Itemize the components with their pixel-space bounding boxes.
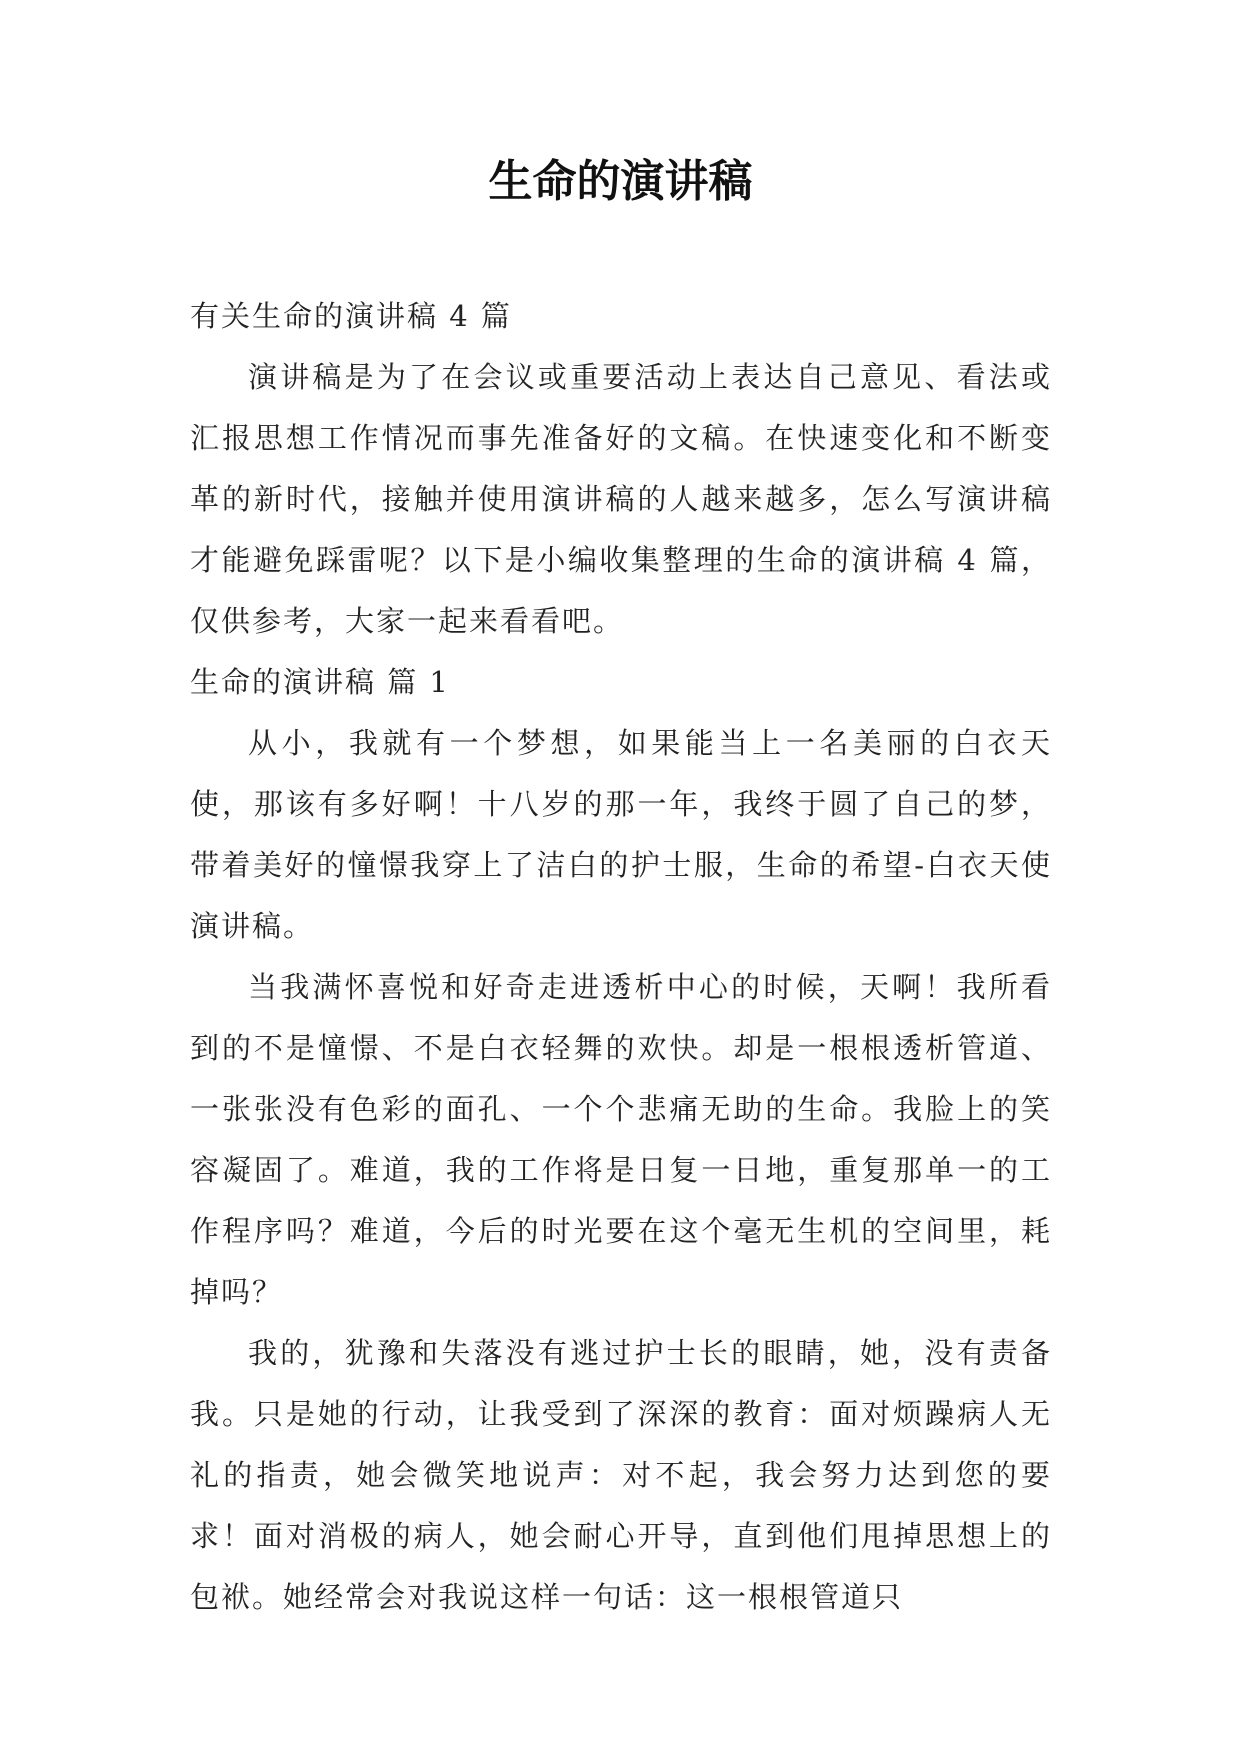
- body-paragraph-1: 从小，我就有一个梦想，如果能当上一名美丽的白衣天使，那该有多好啊！十八岁的那一年，我终于圆了自己的梦，带着美好的憧憬我穿上了洁白的护士服，生命的希望-白衣天使演讲稿。: [190, 726, 1052, 943]
- body-paragraph-3: 我的，犹豫和失落没有逃过护士长的眼睛，她，没有责备我。只是她的行动，让我受到了深深的教育：面对烦躁病人无礼的指责，她会微笑地说声：对不起，我会努力达到您的要求！面对消极的病人，她会耐心开导，直到他们甩掉思想上的包袱。她经常会对我说这样一句话：这一根根管道只: [190, 1336, 1052, 1614]
- body-paragraph-2: 当我满怀喜悦和好奇走进透析中心的时候，天啊！我所看到的不是憧憬、不是白衣轻舞的欢快。却是一根根透析管道、一张张没有色彩的面孔、一个个悲痛无助的生命。我脸上的笑容凝固了。难道，我的工作将是日复一日地，重复那单一的工作程序吗？难道，今后的时光要在这个毫无生机的空间里，耗掉吗？: [190, 970, 1052, 1309]
- section-heading: 生命的演讲稿 篇 1: [190, 665, 450, 699]
- document-title: 生命的演讲稿: [488, 156, 753, 207]
- document-subtitle: 有关生命的演讲稿 4 篇: [190, 299, 512, 333]
- intro-paragraph: 演讲稿是为了在会议或重要活动上表达自己意见、看法或汇报思想工作情况而事先准备好的文稿。在快速变化和不断变革的新时代，接触并使用演讲稿的人越来越多，怎么写演讲稿才能避免踩雷呢？以下是小编收集整理的生命的演讲稿 4 篇，仅供参考，大家一起来看看吧。: [190, 360, 1052, 638]
- document-body: [190, 286, 1052, 1628]
